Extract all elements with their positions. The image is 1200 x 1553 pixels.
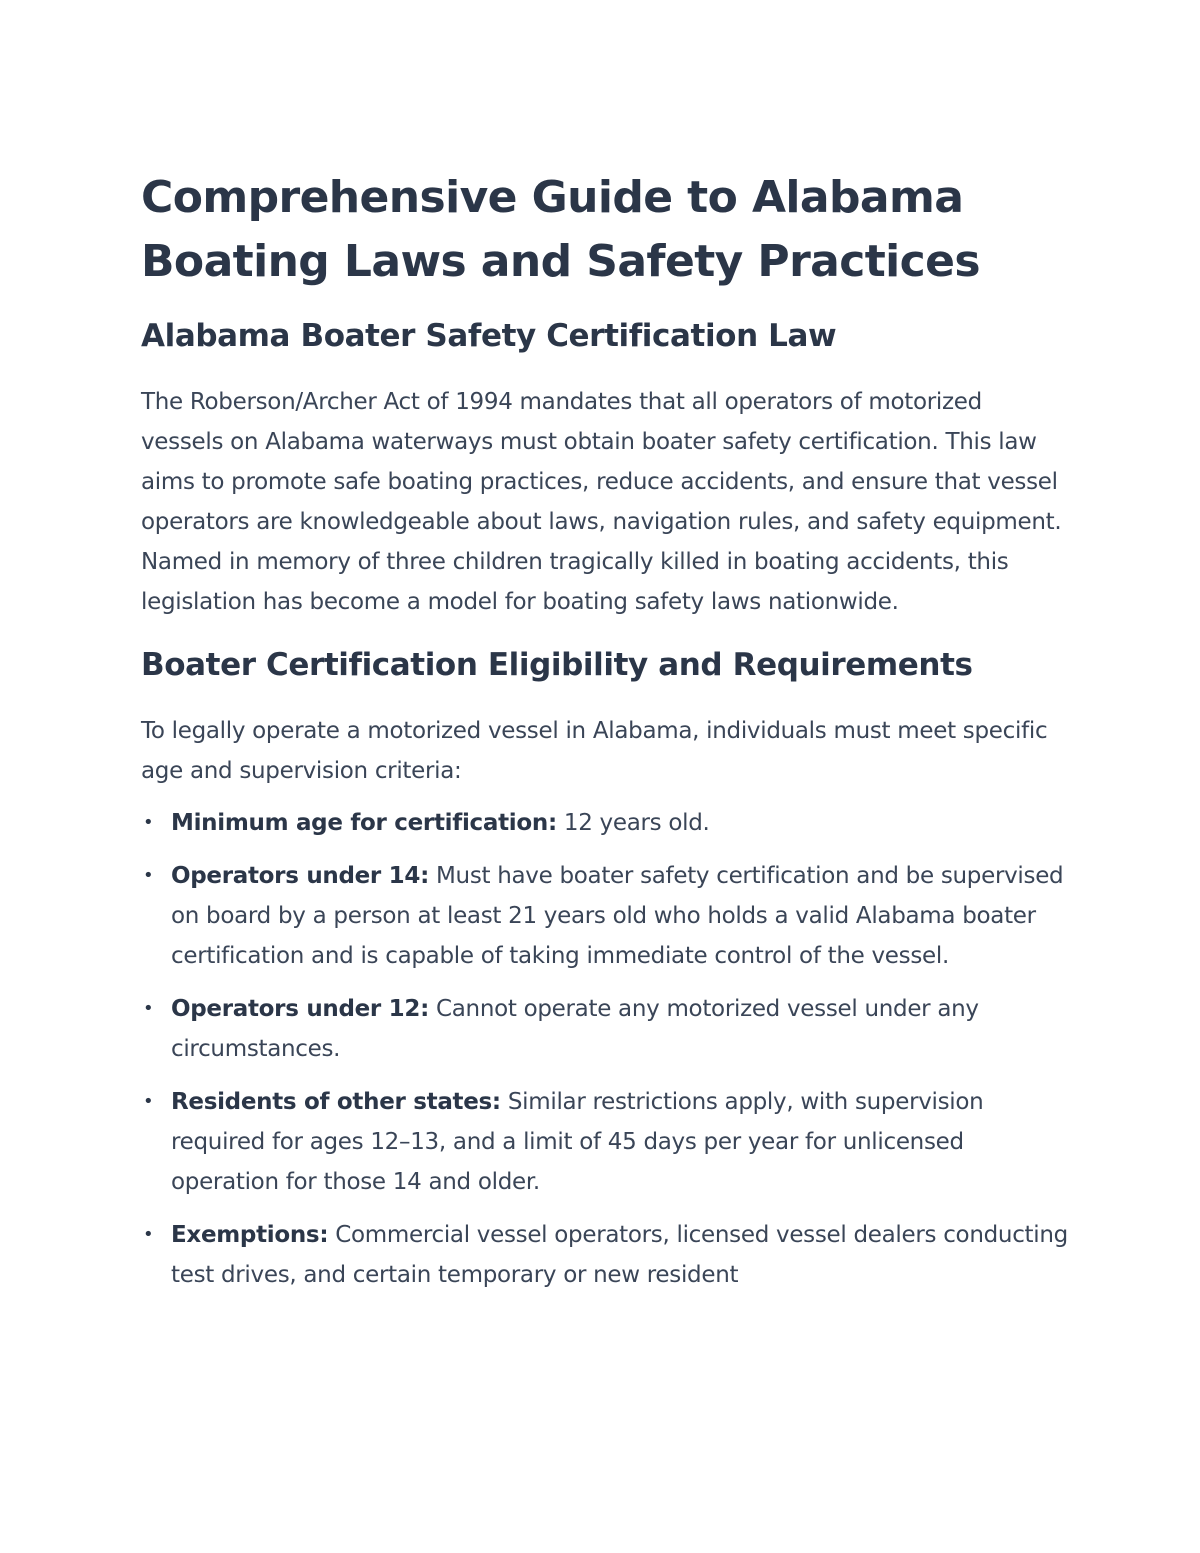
document-title: Comprehensive Guide to Alabama Boating Laws and Safety Practices	[141, 172, 980, 287]
list-item-text: Similar restrictions apply, with supervision required for ages 12–13, and a limit of 45 days per year for unlicensed operation for those 14 and older.	[171, 1089, 984, 1195]
list-item-lead: Exemptions:	[171, 1222, 329, 1248]
section-paragraph-certification-law	[141, 382, 1071, 622]
bullet-icon: •	[143, 865, 154, 886]
paragraph-text: To legally operate a motorized vessel in Alabama, individuals must meet specific age and supervision criteria:	[141, 718, 1048, 784]
list-item-lead: Operators under 12:	[171, 996, 429, 1022]
list-item	[141, 1215, 1071, 1295]
list-item	[141, 856, 1071, 976]
list-item-lead: Minimum age for certification:	[171, 810, 557, 836]
section-heading-certification-law: Alabama Boater Safety Certification Law	[141, 318, 837, 354]
bullet-icon: •	[143, 1091, 154, 1112]
list-item-lead: Residents of other states:	[171, 1089, 501, 1115]
bullet-icon: •	[143, 998, 154, 1019]
list-item	[141, 803, 1071, 843]
list-item-text: 12 years old.	[556, 810, 710, 836]
paragraph-text: The Roberson/Archer Act of 1994 mandates that all operators of motorized vessels on Alabama waterways must obtain boater safety certification. This law aims to promote safe boating practices, reduce accidents, and ensure that vessel operators are knowledgeable about laws, navigation rules, and safety equipment. Named in memory of three children tragically killed in boating accidents, this legislation has become a model for boating safety laws nationwide.	[141, 389, 1062, 615]
section-paragraph-eligibility	[141, 711, 1071, 791]
list-item-text: Cannot operate any motorized vessel under any circumstances.	[171, 996, 979, 1062]
list-item	[141, 1082, 1071, 1202]
section-heading-eligibility: Boater Certification Eligibility and Requirements	[141, 647, 973, 683]
list-item-lead: Operators under 14:	[171, 863, 429, 889]
eligibility-list	[141, 803, 1071, 1295]
list-item	[141, 989, 1071, 1069]
bullet-icon: •	[143, 812, 154, 833]
list-item-text: Must have boater safety certification and be supervised on board by a person at least 21 years old who holds a valid Alabama boater certification and is capable of taking immediate control of the vessel.	[171, 863, 1064, 969]
bullet-icon: •	[143, 1224, 154, 1245]
list-item-text: Commercial vessel operators, licensed vessel dealers conducting test drives, and certain temporary or new resident	[171, 1222, 1068, 1288]
document-page	[141, 166, 1071, 1308]
